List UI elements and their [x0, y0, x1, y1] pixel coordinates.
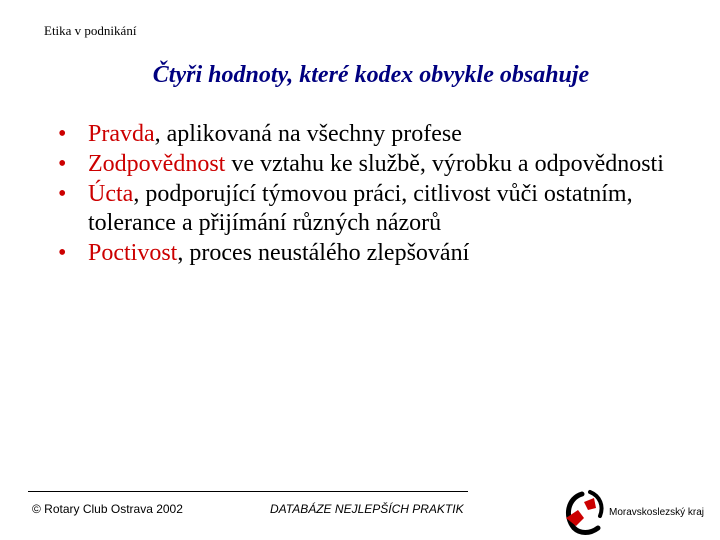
- logo-text: Moravskoslezský kraj: [609, 507, 705, 518]
- bullet-item: [58, 150, 678, 179]
- bullet-dot-icon: •: [58, 151, 67, 177]
- footer-divider: [28, 491, 468, 492]
- bullet-dot-icon: •: [58, 240, 67, 266]
- slide-title: Čtyři hodnoty, které kodex obvykle obsahuje: [152, 62, 590, 88]
- header-subject: Etika v podnikání: [44, 23, 137, 38]
- bullet-text: , proces neustálého zlepšování: [177, 240, 470, 266]
- bullet-list: [58, 120, 678, 269]
- bullet-text: ve vztahu ke službě, výrobku a odpovědnosti: [225, 151, 664, 177]
- bullet-keyword: Zodpovědnost: [88, 151, 226, 177]
- bullet-dot-icon: •: [58, 181, 67, 207]
- bullet-text: , aplikovaná na všechny profese: [154, 121, 462, 147]
- bullet-item: [58, 120, 678, 149]
- bullet-keyword: Pravda: [88, 121, 155, 147]
- footer-copyright: © Rotary Club Ostrava 2002: [32, 502, 183, 516]
- bullet-keyword: Úcta: [88, 181, 134, 207]
- bullet-item: [58, 180, 678, 238]
- bullet-keyword: Poctivost: [88, 240, 178, 266]
- bullet-text: , podporující týmovou práci, citlivost vůči ostatním, tolerance a přijímání různých názorů: [88, 181, 633, 236]
- bullet-item: [58, 239, 678, 268]
- bullet-dot-icon: •: [58, 121, 67, 147]
- footer-database: DATABÁZE NEJLEPŠÍCH PRAKTIK: [270, 502, 464, 516]
